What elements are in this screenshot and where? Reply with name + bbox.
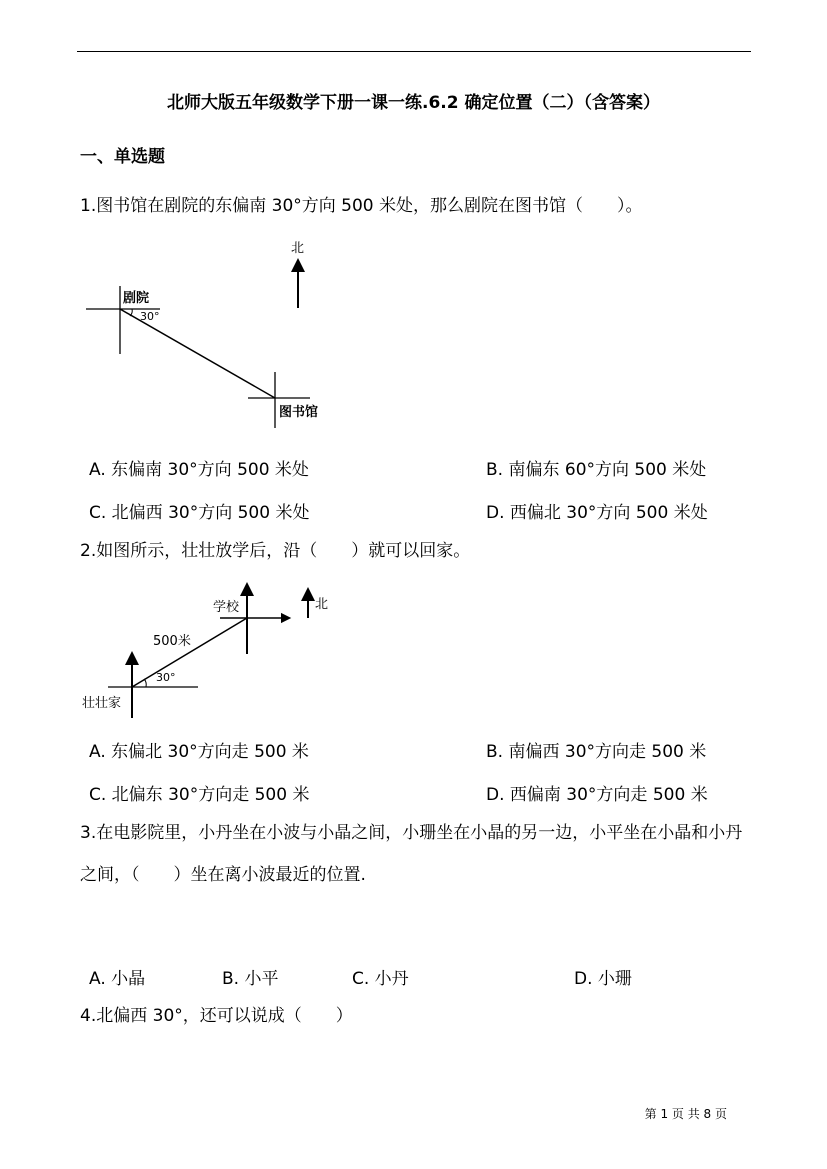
q1-north-label: 北 xyxy=(291,241,305,256)
q2-option-a[interactable]: A. 东偏北 30°方向走 500 米 xyxy=(89,742,309,762)
q3-option-b[interactable]: B. 小平 xyxy=(222,969,279,989)
q1-option-a[interactable]: A. 东偏南 30°方向 500 米处 xyxy=(89,460,309,480)
page-footer: 第 1 页 共 8 页 xyxy=(644,1107,727,1121)
question-3-stem: 3.在电影院里，小丹坐在小波与小晶之间，小珊坐在小晶的另一边，小平坐在小晶和小丹之间，（ ）坐在离小波最近的位置. xyxy=(80,823,743,885)
header-rule xyxy=(77,51,751,52)
document-title: 北师大版五年级数学下册一课一练.6.2 确定位置（二）（含答案） xyxy=(167,93,660,113)
q3-option-d[interactable]: D. 小珊 xyxy=(574,969,632,989)
q2-distance-label: 500米 xyxy=(153,634,191,649)
question-1-figure xyxy=(80,232,350,432)
q3-option-a[interactable]: A. 小晶 xyxy=(89,969,146,989)
question-2-stem: 2.如图所示，壮壮放学后，沿（ ）就可以回家。 xyxy=(80,541,471,561)
q2-angle-label: 30° xyxy=(156,671,176,684)
q2-option-d[interactable]: D. 西偏南 30°方向走 500 米 xyxy=(486,785,708,805)
q1-option-c[interactable]: C. 北偏西 30°方向 500 米处 xyxy=(89,503,310,523)
q2-home-label: 壮壮家 xyxy=(82,696,122,711)
question-2-figure xyxy=(80,578,350,723)
section-heading: 一、单选题 xyxy=(80,147,165,167)
q1-path-line xyxy=(120,309,275,398)
q2-path-line xyxy=(132,618,247,687)
q2-option-c[interactable]: C. 北偏东 30°方向走 500 米 xyxy=(89,785,310,805)
q2-option-b[interactable]: B. 南偏西 30°方向走 500 米 xyxy=(486,742,707,762)
q1-library-label: 图书馆 xyxy=(279,405,319,420)
q1-option-b[interactable]: B. 南偏东 60°方向 500 米处 xyxy=(486,460,707,480)
q2-north-label: 北 xyxy=(315,597,329,612)
question-1-stem: 1.图书馆在剧院的东偏南 30°方向 500 米处，那么剧院在图书馆（ ）。 xyxy=(80,196,643,216)
q1-angle-label: 30° xyxy=(140,310,160,323)
question-4-stem: 4.北偏西 30°，还可以说成（ ） xyxy=(80,1006,353,1026)
q2-school-label: 学校 xyxy=(213,600,240,615)
q1-theater-label: 剧院 xyxy=(123,291,150,306)
q3-option-c[interactable]: C. 小丹 xyxy=(352,969,409,989)
q1-option-d[interactable]: D. 西偏北 30°方向 500 米处 xyxy=(486,503,708,523)
